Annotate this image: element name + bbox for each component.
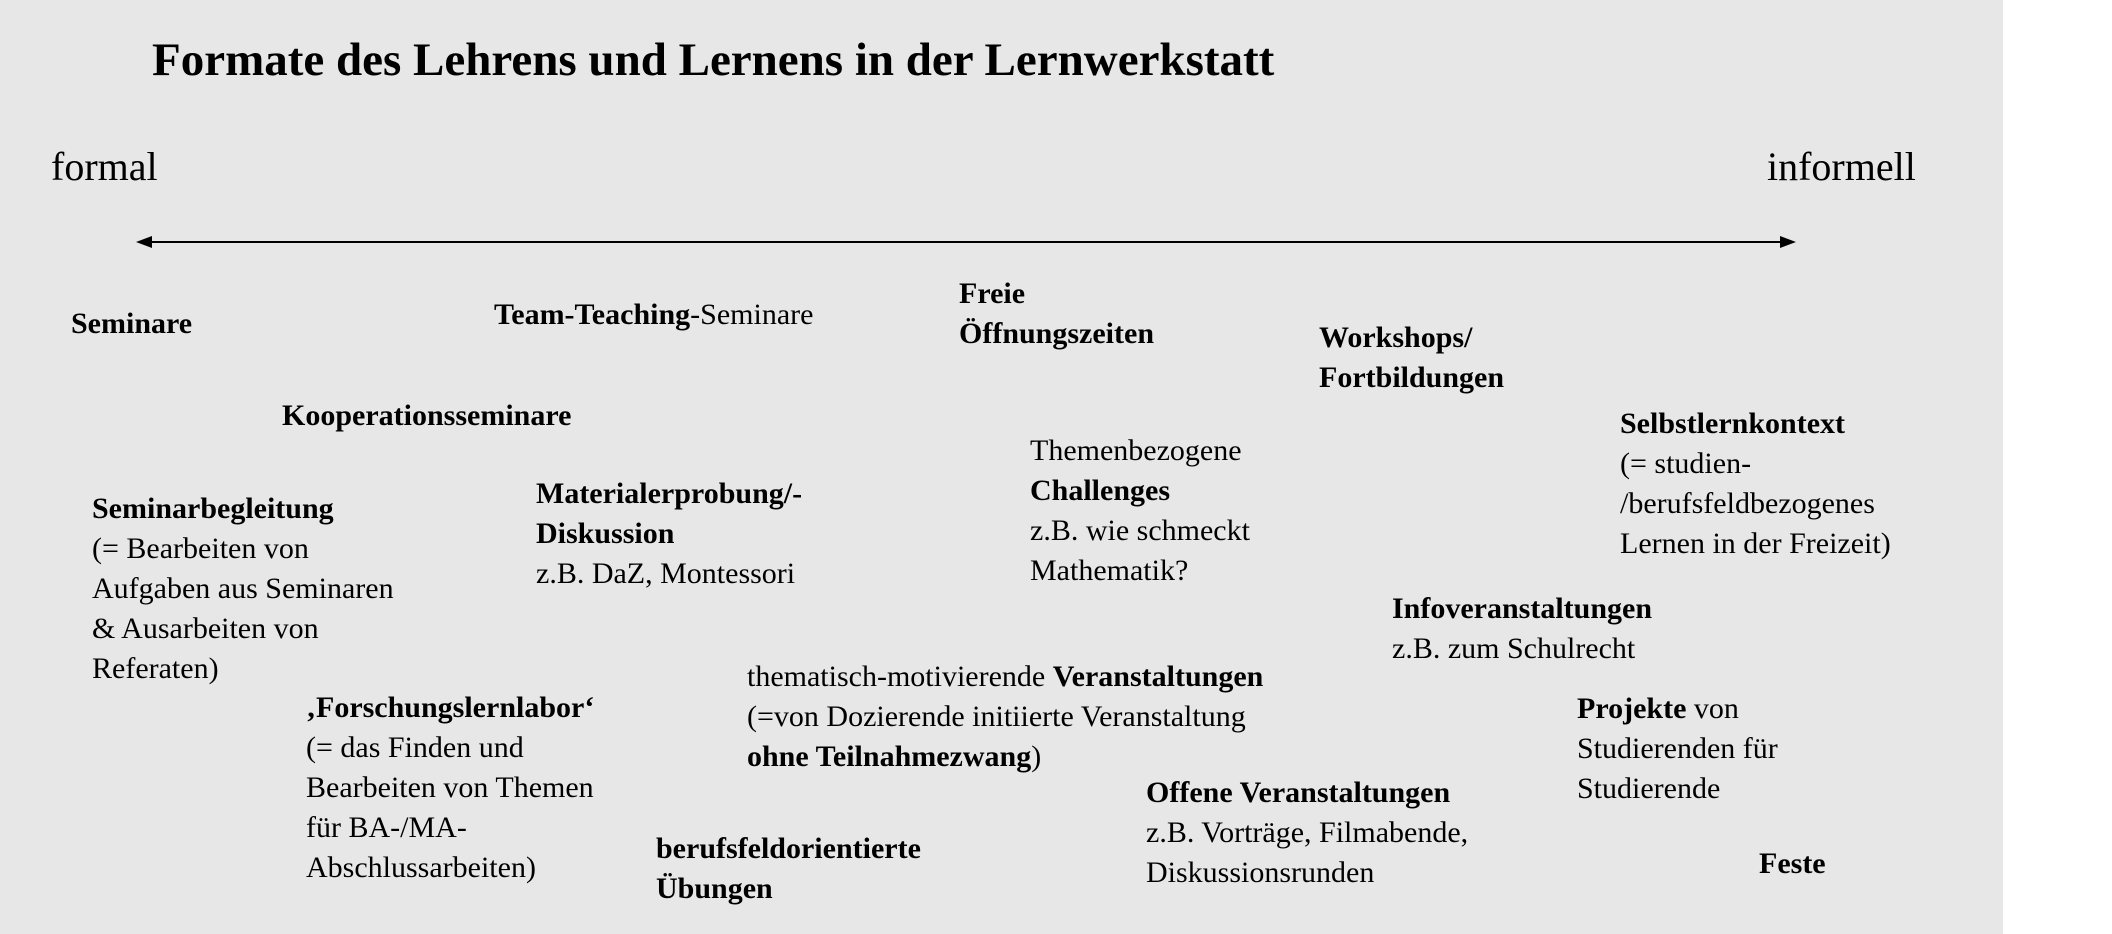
item-offene-line3: Diskussionsrunden xyxy=(1146,856,1375,889)
item-infoveranstaltungen xyxy=(1392,589,1652,669)
item-berufsfeld-line1: berufsfeldorientierte xyxy=(656,832,921,865)
item-projekte-line1 xyxy=(1577,689,1778,729)
item-team-teaching-normal: -Seminare xyxy=(690,298,814,331)
item-selbstlern-line3: /berufsfeldbezogenes xyxy=(1620,487,1875,520)
item-offene-line1: Offene Veranstaltungen xyxy=(1146,776,1451,809)
item-materialerprobung-line2: Diskussion xyxy=(536,517,675,550)
item-freie-oeffnungszeiten xyxy=(959,274,1154,354)
item-seminare: Seminare xyxy=(71,307,193,340)
item-forschungslernlabor-line3: Bearbeiten von Themen xyxy=(306,771,594,804)
axis-arrowhead-left xyxy=(136,236,152,248)
item-feste: Feste xyxy=(1759,847,1826,880)
item-challenges-line1: Themenbezogene xyxy=(1030,434,1242,467)
item-themenbezogene-challenges xyxy=(1030,431,1250,591)
item-seminarbegleitung-line3: Aufgaben aus Seminaren xyxy=(92,572,394,605)
item-challenges-line3: z.B. wie schmeckt xyxy=(1030,514,1250,547)
item-thematisch-line1-bold: Veranstaltungen xyxy=(1052,660,1264,693)
item-freie-line1: Freie xyxy=(959,277,1026,310)
item-thematisch-line3 xyxy=(747,737,1263,777)
item-workshops-line1: Workshops/ xyxy=(1319,321,1473,354)
item-materialerprobung-line3: z.B. DaZ, Montessori xyxy=(536,557,796,590)
axis-label-formal: formal xyxy=(51,144,158,189)
item-seminarbegleitung-line5: Referaten) xyxy=(92,652,219,685)
item-seminarbegleitung-line4: & Ausarbeiten von xyxy=(92,612,319,645)
item-forschungslernlabor-line1: ‚Forschungslernlabor‘ xyxy=(306,691,595,724)
item-offene-veranstaltungen xyxy=(1146,773,1468,893)
item-team-teaching-bold: Team-Teaching xyxy=(494,298,691,331)
item-selbstlern-line4: Lernen in der Freizeit) xyxy=(1620,527,1891,560)
item-freie-line2: Öffnungszeiten xyxy=(959,317,1154,350)
item-berufsfeldorientierte-uebungen xyxy=(656,829,921,909)
item-team-teaching xyxy=(494,295,813,335)
item-thematisch-line1-normal: thematisch-motivierende xyxy=(747,660,1053,693)
item-workshops xyxy=(1319,318,1504,398)
item-forschungslernlabor-line2: (= das Finden und xyxy=(306,731,524,764)
item-challenges-line2: Challenges xyxy=(1030,474,1171,507)
item-thematisch-line1 xyxy=(747,657,1263,697)
item-workshops-line2: Fortbildungen xyxy=(1319,361,1505,394)
axis-label-informell: informell xyxy=(1767,144,1916,189)
item-berufsfeld-line2: Übungen xyxy=(656,872,773,905)
item-projekte-line2: Studierenden für xyxy=(1577,732,1778,765)
item-thematisch-line3-normal: ) xyxy=(1031,740,1042,773)
item-materialerprobung-line1: Materialerprobung/- xyxy=(536,477,803,510)
item-selbstlern-line1: Selbstlernkontext xyxy=(1620,407,1845,440)
item-seminarbegleitung-line2: (= Bearbeiten von xyxy=(92,532,309,565)
axis-arrowhead-right xyxy=(1780,236,1796,248)
item-challenges-line4: Mathematik? xyxy=(1030,554,1189,587)
item-projekte-line1-bold: Projekte xyxy=(1577,692,1687,725)
item-seminarbegleitung xyxy=(92,489,394,689)
item-thematisch-line3-bold: ohne Teilnahmezwang xyxy=(747,740,1032,773)
item-seminarbegleitung-line1: Seminarbegleitung xyxy=(92,492,334,525)
item-projekte-line1-normal: von xyxy=(1686,692,1739,725)
item-thematisch-line2: (=von Dozierende initiierte Veranstaltung xyxy=(747,700,1246,733)
item-materialerprobung xyxy=(536,474,802,594)
item-offene-line2: z.B. Vorträge, Filmabende, xyxy=(1146,816,1469,849)
item-forschungslernlabor xyxy=(306,688,594,888)
item-infoveranstaltungen-line2: z.B. zum Schulrecht xyxy=(1392,632,1636,665)
item-forschungslernlabor-line5: Abschlussarbeiten) xyxy=(306,851,536,884)
item-projekte-line3: Studierende xyxy=(1577,772,1721,805)
diagram-title: Formate des Lehrens und Lernens in der Lernwerkstatt xyxy=(152,34,1275,86)
item-kooperationsseminare: Kooperationsseminare xyxy=(282,399,572,432)
item-thematisch-motivierende xyxy=(747,657,1263,777)
item-selbstlern-line2: (= studien- xyxy=(1620,447,1752,480)
item-selbstlernkontext xyxy=(1620,404,1891,564)
item-infoveranstaltungen-line1: Infoveranstaltungen xyxy=(1392,592,1653,625)
item-forschungslernlabor-line4: für BA-/MA- xyxy=(306,811,467,844)
item-projekte xyxy=(1577,689,1778,809)
